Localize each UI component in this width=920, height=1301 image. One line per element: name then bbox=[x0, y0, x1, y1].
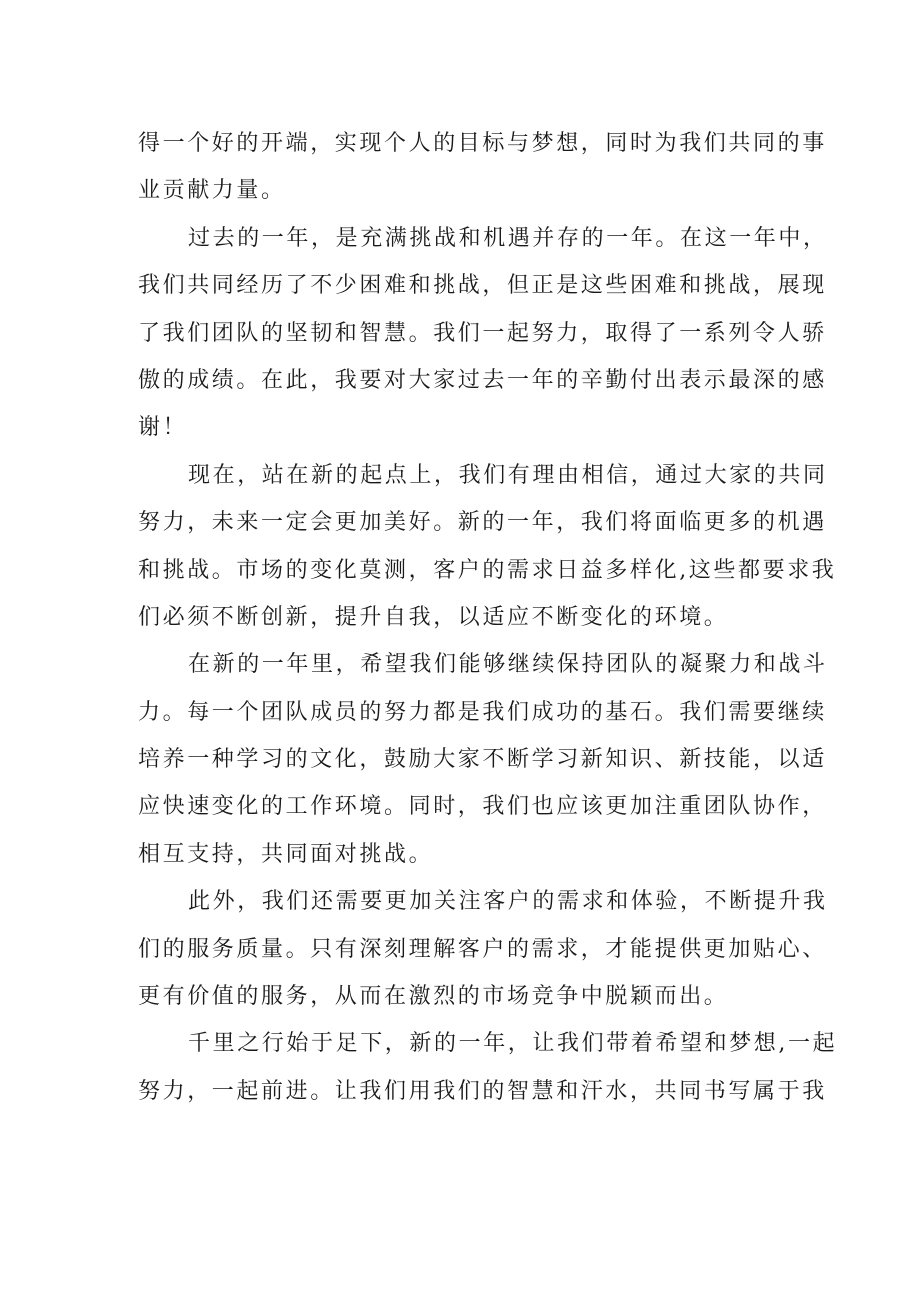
text-line: 和挑战。市场的变化莫测，客户的需求日益多样化,这些都要求我 bbox=[138, 557, 837, 583]
text-line: 我们共同经历了不少困难和挑战，但正是这些困难和挑战，展现 bbox=[138, 273, 827, 299]
text-line: 培养一种学习的文化，鼓励大家不断学习新知识、新技能，以适 bbox=[138, 747, 827, 773]
text-line: 谢！ bbox=[138, 415, 188, 441]
paragraph-first-line: 现在，站在新的起点上，我们有理由相信，通过大家的共同 bbox=[188, 462, 828, 488]
paragraph-first-line: 在新的一年里，希望我们能够继续保持团队的凝聚力和战斗 bbox=[188, 652, 828, 678]
text-line: 们必须不断创新，提升自我，以适应不断变化的环境。 bbox=[138, 604, 729, 630]
text-line: 了我们团队的坚韧和智慧。我们一起努力，取得了一系列令人骄 bbox=[138, 320, 827, 346]
text-line: 相互支持，共同面对挑战。 bbox=[138, 841, 434, 867]
text-line: 们的服务质量。只有深刻理解客户的需求，才能提供更加贴心、 bbox=[138, 936, 827, 962]
text-line: 努力，一起前进。让我们用我们的智慧和汗水，共同书写属于我 bbox=[138, 1078, 827, 1104]
text-line: 得一个好的开端，实现个人的目标与梦想，同时为我们共同的事 bbox=[138, 131, 827, 156]
text-line: 业贡献力量。 bbox=[138, 178, 286, 204]
text-line: 傲的成绩。在此，我要对大家过去一年的辛勤付出表示最深的感 bbox=[138, 367, 827, 393]
text-line: 应快速变化的工作环境。同时，我们也应该更加注重团队协作， bbox=[138, 794, 827, 820]
paragraph-first-line: 过去的一年，是充满挑战和机遇并存的一年。在这一年中， bbox=[188, 225, 828, 251]
document-body bbox=[138, 120, 838, 1115]
text-line: 力。每一个团队成员的努力都是我们成功的基石。我们需要继续 bbox=[138, 699, 827, 725]
text-line: 努力，未来一定会更加美好。新的一年，我们将面临更多的机遇 bbox=[138, 510, 827, 536]
paragraph-first-line: 此外，我们还需要更加关注客户的需求和体验，不断提升我 bbox=[188, 889, 828, 915]
text-line: 更有价值的服务，从而在激烈的市场竞争中脱颖而出。 bbox=[138, 984, 729, 1010]
paragraph-first-line: 千里之行始于足下，新的一年，让我们带着希望和梦想,一起 bbox=[188, 1031, 838, 1057]
